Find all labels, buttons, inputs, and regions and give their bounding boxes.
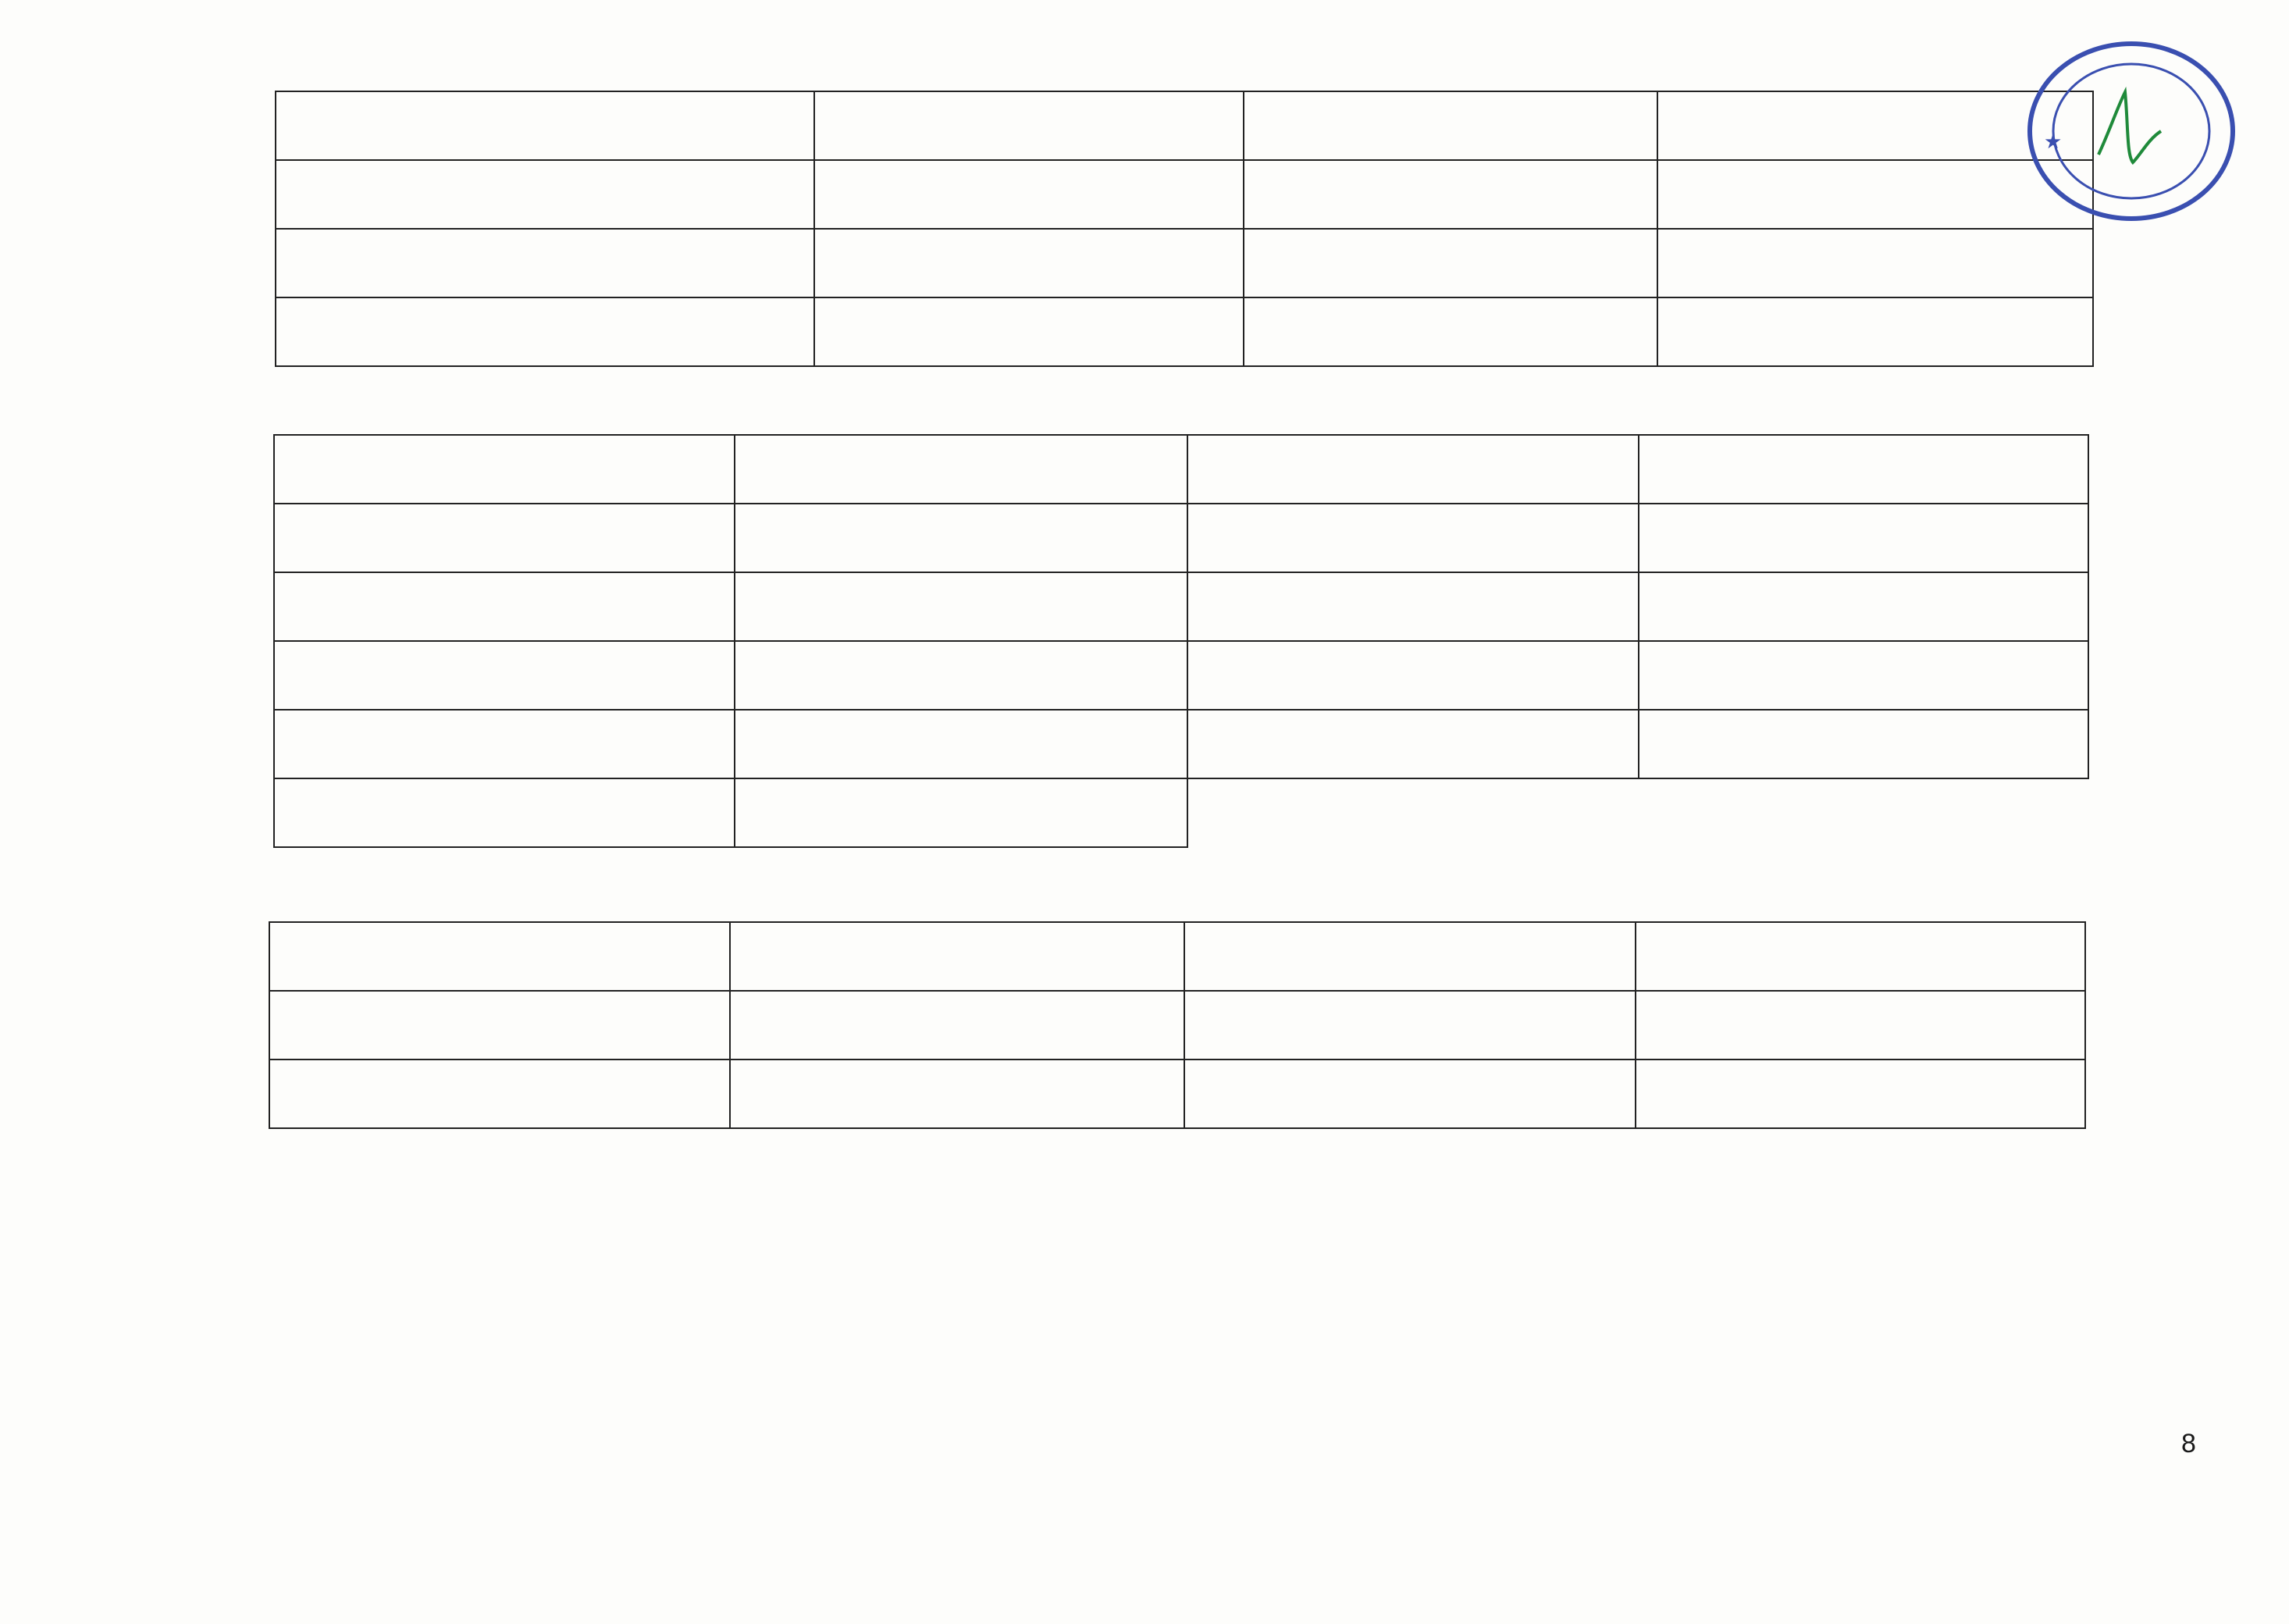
column-header: [735, 435, 1187, 504]
table-body: [276, 91, 2093, 366]
town-panchayat-cell: [276, 91, 814, 160]
table-row: [269, 1060, 2085, 1128]
coordinators-table-2: [273, 434, 2089, 848]
seal-star-icon: ★: [2044, 130, 2063, 154]
coordinator-name-cell: [1657, 229, 2093, 297]
town-panchayat-cell: [1187, 572, 1639, 641]
coordinator-name-cell: [735, 641, 1187, 710]
town-panchayat-cell: [1187, 504, 1639, 572]
town-panchayat-cell: [276, 297, 814, 366]
coordinator-name-cell: [814, 297, 1244, 366]
table-header: [274, 435, 2088, 504]
table-row: [274, 778, 2088, 847]
table-row: [274, 504, 2088, 572]
coordinator-name-cell: [814, 91, 1244, 160]
table-row: [276, 297, 2093, 366]
column-header: [1639, 435, 2088, 504]
table-row: [274, 710, 2088, 778]
table-row: [274, 641, 2088, 710]
table-header: [269, 922, 2085, 991]
town-panchayat-cell: [1184, 1060, 1636, 1128]
coordinator-name-cell: [1636, 1060, 2085, 1128]
town-panchayat-cell: [1244, 297, 1657, 366]
coordinator-name-cell: [735, 778, 1187, 847]
coordinator-name-cell: [730, 1060, 1184, 1128]
column-header: [730, 922, 1184, 991]
table-row: [269, 991, 2085, 1060]
column-header: [1187, 435, 1639, 504]
coordinators-table-continued: [275, 91, 2094, 367]
coordinator-name-cell: [735, 710, 1187, 778]
coordinator-name-cell: [1639, 504, 2088, 572]
coordinator-name-cell: [1657, 297, 2093, 366]
empty-cell: [1187, 778, 1639, 847]
town-panchayat-cell: [274, 572, 735, 641]
column-header: [1184, 922, 1636, 991]
coordinator-name-cell: [814, 160, 1244, 229]
town-panchayat-cell: [1187, 641, 1639, 710]
table-row: [276, 160, 2093, 229]
table-row: [276, 91, 2093, 160]
town-panchayat-cell: [269, 991, 730, 1060]
table-body: [269, 991, 2085, 1128]
coordinator-name-cell: [735, 572, 1187, 641]
header-row: [274, 435, 2088, 504]
seal-inner-ring: [2053, 64, 2209, 198]
seal-signature-icon: [2099, 92, 2161, 162]
town-panchayat-cell: [274, 710, 735, 778]
table-body: [274, 504, 2088, 847]
header-row: [269, 922, 2085, 991]
town-panchayat-cell: [276, 229, 814, 297]
town-panchayat-cell: [1244, 229, 1657, 297]
table-row: [276, 229, 2093, 297]
column-header: [274, 435, 735, 504]
town-panchayat-cell: [274, 504, 735, 572]
town-panchayat-cell: [274, 778, 735, 847]
town-panchayat-cell: [276, 160, 814, 229]
empty-cell: [1639, 778, 2088, 847]
town-panchayat-cell: [1244, 160, 1657, 229]
coordinator-name-cell: [1639, 572, 2088, 641]
column-header: [1636, 922, 2085, 991]
organization-seal-icon: [2024, 37, 2239, 225]
town-panchayat-cell: [1187, 710, 1639, 778]
coordinator-name-cell: [735, 504, 1187, 572]
town-panchayat-cell: [1244, 91, 1657, 160]
town-panchayat-cell: [269, 1060, 730, 1128]
coordinator-name-cell: [730, 991, 1184, 1060]
coordinator-name-cell: [1639, 710, 2088, 778]
coordinator-name-cell: [814, 229, 1244, 297]
town-panchayat-cell: [274, 641, 735, 710]
page-number: 8: [2181, 1429, 2196, 1458]
town-panchayat-cell: [1184, 991, 1636, 1060]
coordinators-table-3: [269, 921, 2086, 1129]
coordinator-name-cell: [1639, 641, 2088, 710]
column-header: [269, 922, 730, 991]
table-row: [274, 572, 2088, 641]
coordinator-name-cell: [1636, 991, 2085, 1060]
